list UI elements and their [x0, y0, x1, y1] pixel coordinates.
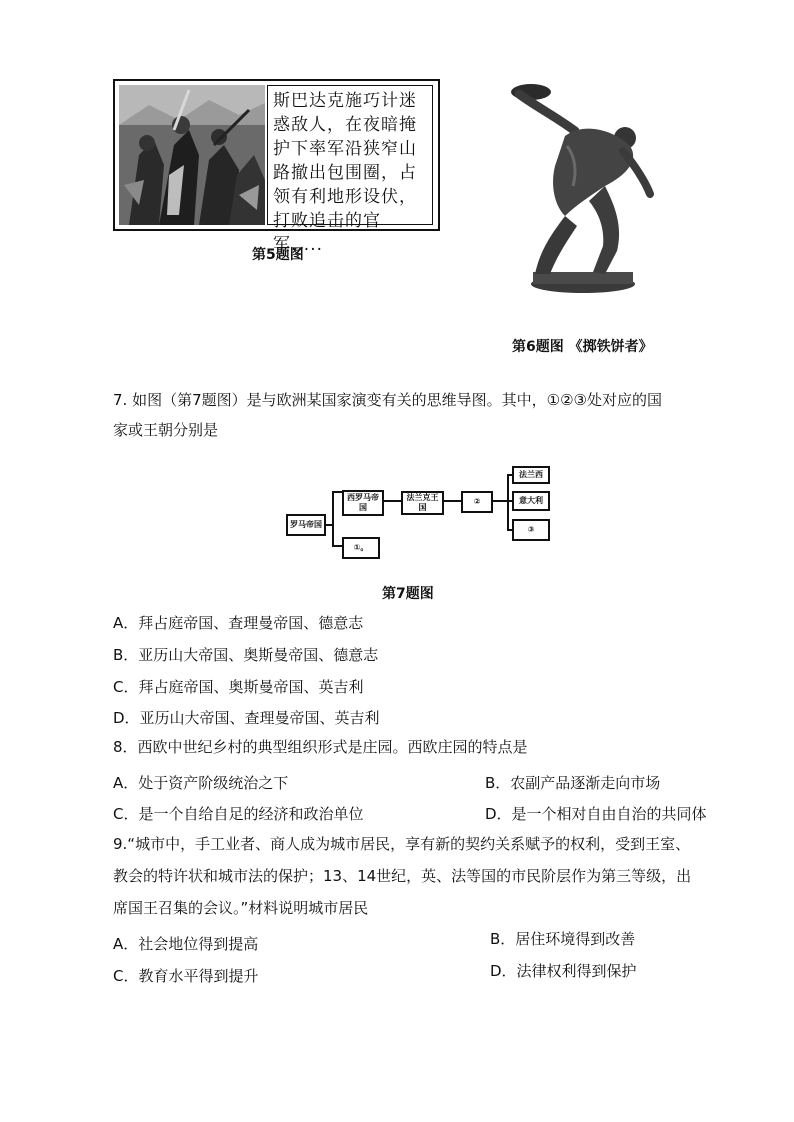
battle-engraving-image	[119, 85, 265, 225]
q9-option-c[interactable]: C．教育水平得到提升	[113, 967, 259, 985]
q9-option-d[interactable]: D．法律权利得到保护	[490, 962, 637, 980]
q7-stem-line1: 7. 如图（第7题图）是与欧洲某国家演变有关的思维导图。其中，①②③处对应的国	[113, 391, 662, 409]
mindmap-node3-box: ③	[512, 519, 550, 541]
q5-figure-caption: 第5题图	[252, 247, 304, 263]
q7-option-d[interactable]: D．亚历山大帝国、查理曼帝国、英吉利	[113, 709, 380, 727]
q7-option-c[interactable]: C．拜占庭帝国、奥斯曼帝国、英吉利	[113, 678, 364, 696]
q8-option-d[interactable]: D．是一个相对自由自治的共同体	[485, 805, 707, 823]
mindmap-france-box: 法兰西	[512, 466, 550, 484]
mindmap-node2-box: ②	[461, 491, 493, 513]
q7-option-a[interactable]: A．拜占庭帝国、查理曼帝国、德意志	[113, 614, 364, 632]
q7-figure-caption: 第7题图	[382, 586, 434, 602]
q7-mindmap	[280, 460, 560, 570]
mindmap-west-rome-box: 西罗马帝国	[342, 490, 384, 516]
q9-stem-line1: 9.“城市中，手工业者、商人成为城市居民，享有新的契约关系赋予的权利，受到王室、	[113, 835, 691, 853]
q8-option-b[interactable]: B．农副产品逐渐走向市场	[485, 774, 661, 792]
discobolus-statue-image	[505, 76, 665, 296]
mindmap-frank-box: 法兰克王国	[401, 491, 444, 515]
mindmap-italy-box: 意大利	[512, 491, 550, 511]
q9-stem-line3: 席国王召集的会议。”材料说明城市居民	[113, 899, 369, 917]
q8-stem: 8．西欧中世纪乡村的典型组织形式是庄园。西欧庄园的特点是	[113, 738, 528, 756]
q6-figure-caption: 第6题图 《掷铁饼者》	[512, 339, 653, 355]
q8-option-a[interactable]: A．处于资产阶级统治之下	[113, 774, 289, 792]
q9-option-b[interactable]: B．居住环境得到改善	[490, 930, 636, 948]
mindmap-node1-box: ①。	[342, 537, 380, 559]
q7-stem-line2: 家或王朝分别是	[113, 421, 219, 439]
q5-figure-text: 斯巴达克施巧计迷惑敌人，在夜暗掩护下率军沿狭窄山路撤出包围圈，占领有利地形设伏，打败追击的官军.....	[267, 85, 433, 225]
q9-option-a[interactable]: A．社会地位得到提高	[113, 935, 259, 953]
q8-option-c[interactable]: C．是一个自给自足的经济和政治单位	[113, 805, 364, 823]
mindmap-root-box: 罗马帝国	[286, 514, 326, 536]
q9-stem-line2: 教会的特许状和城市法的保护；13、14世纪，英、法等国的市民阶层作为第三等级，出	[113, 867, 692, 885]
q7-option-b[interactable]: B．亚历山大帝国、奥斯曼帝国、德意志	[113, 646, 379, 664]
